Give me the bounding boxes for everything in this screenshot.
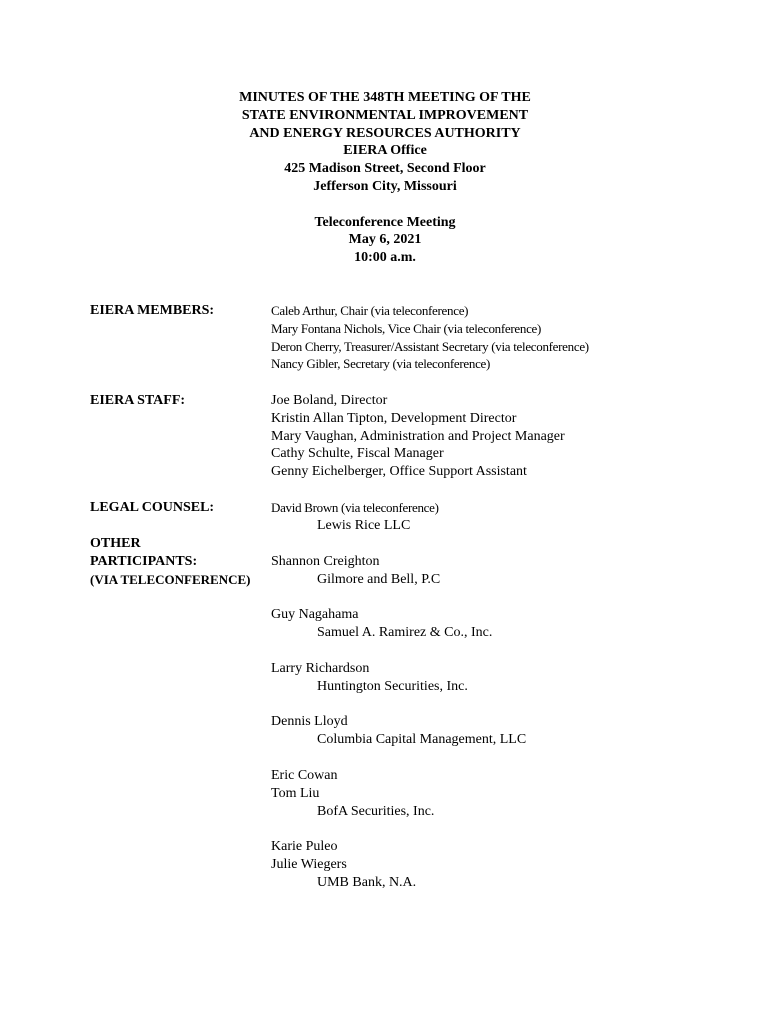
header-line: Jefferson City, Missouri	[313, 178, 457, 194]
header-line: AND ENERGY RESOURCES AUTHORITY	[249, 125, 521, 141]
staff-label: EIERA STAFF:	[90, 393, 186, 408]
participant-group	[271, 553, 440, 589]
participant-name: Karie Puleo	[271, 839, 338, 854]
staff-entry: Joe Boland, Director	[271, 393, 388, 408]
legal-counsel-org: Lewis Rice LLC	[317, 517, 411, 533]
header-line: EIERA Office	[343, 143, 427, 159]
participant-name: Larry Richardson	[271, 661, 370, 676]
members-label: EIERA MEMBERS:	[90, 303, 215, 318]
members-list	[271, 302, 589, 373]
participants-label-note: (VIA TELECONFERENCE)	[90, 571, 251, 587]
staff-entry: Mary Vaughan, Administration and Project Manager	[271, 428, 565, 444]
header-line: MINUTES OF THE 348TH MEETING OF THE	[239, 90, 531, 105]
staff-entry: Kristin Allan Tipton, Development Director	[271, 410, 517, 426]
header-spacer	[0, 196, 770, 214]
participant-name: Dennis Lloyd	[271, 714, 348, 729]
legal-counsel-person: David Brown (via teleconference)	[271, 500, 439, 515]
participant-name: Eric Cowan	[271, 768, 338, 783]
header-line: STATE ENVIRONMENTAL IMPROVEMENT	[241, 107, 529, 123]
participant-name: Julie Wiegers	[271, 856, 347, 872]
participant-org: BofA Securities, Inc.	[317, 803, 435, 819]
participant-group	[271, 713, 526, 749]
participant-org: Samuel A. Ramirez & Co., Inc.	[317, 624, 493, 640]
staff-entry: Cathy Schulte, Fiscal Manager	[271, 446, 444, 462]
staff-list	[271, 392, 565, 481]
header-line: 425 Madison Street, Second Floor	[284, 161, 486, 177]
participants-label-line: PARTICIPANTS:	[90, 553, 198, 569]
participant-group	[271, 767, 434, 820]
meeting-date: May 6, 2021	[348, 232, 422, 248]
participants-label	[90, 535, 250, 588]
staff-entry: Genny Eichelberger, Office Support Assistant	[271, 464, 527, 480]
participant-group	[271, 838, 416, 891]
participant-name: Guy Nagahama	[271, 607, 359, 622]
participant-org: Gilmore and Bell, P.C	[317, 571, 441, 587]
legal-counsel-label: LEGAL COUNSEL:	[90, 500, 215, 515]
participant-group	[271, 660, 468, 696]
participants-label-line: OTHER	[90, 536, 141, 551]
meeting-time: 10:00 a.m.	[354, 250, 416, 266]
participant-org: UMB Bank, N.A.	[317, 874, 417, 890]
meeting-type: Teleconference Meeting	[314, 214, 456, 230]
participant-group	[271, 606, 492, 642]
participant-name: Shannon Creighton	[271, 554, 380, 569]
participant-name: Tom Liu	[271, 785, 320, 801]
participant-org: Huntington Securities, Inc.	[317, 678, 468, 694]
minutes-header	[0, 89, 770, 267]
member-entry: Caleb Arthur, Chair (via teleconference)	[271, 303, 469, 318]
member-entry: Mary Fontana Nichols, Vice Chair (via teleconference)	[271, 320, 542, 336]
legal-counsel-list	[271, 499, 439, 535]
member-entry: Nancy Gibler, Secretary (via teleconference)	[271, 356, 491, 372]
participant-org: Columbia Capital Management, LLC	[317, 731, 527, 747]
member-entry: Deron Cherry, Treasurer/Assistant Secretary (via teleconference)	[271, 338, 589, 354]
